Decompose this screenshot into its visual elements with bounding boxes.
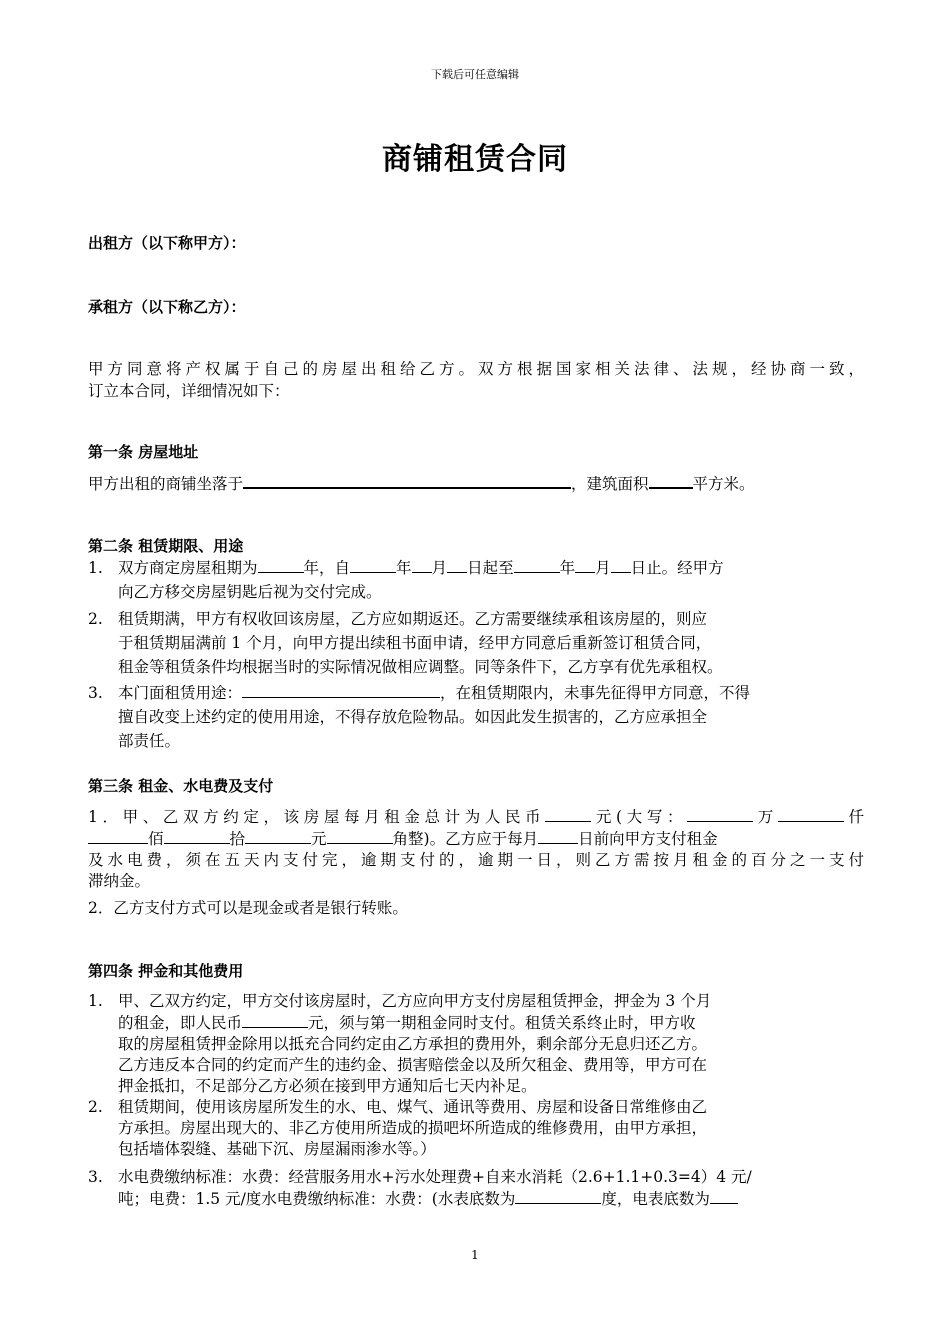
text-line: 包括墙体裂缝、基础下沉、房屋漏雨渗水等。） [118,1140,436,1158]
area-blank [649,472,693,489]
article-2-heading: 第二条 租赁期限、用途 [88,537,244,555]
end-month-blank [575,557,595,573]
text-segment: 日起至 [467,559,514,577]
text-line: 擅自改变上述约定的使用用途，不得存放危险物品。如因此发生损害的，乙方应承担全 [118,708,708,726]
text-line: 甲、乙双方约定，甲方交付该房屋时，乙方应向甲方支付房屋租赁押金，押金为 3 个月 [118,992,712,1010]
text-segment: 元，须与第一期租金同时支付。租赁关系终止时，甲方收 [308,1014,696,1032]
article-3-paragraph-1 [88,806,864,892]
article-1-heading: 第一条 房屋地址 [88,443,199,461]
text-segment: 度，电表底数为 [601,1190,710,1208]
party-a-label: 出租方（以下称甲方）： [88,234,246,252]
text-line: 滞纳金。 [88,872,151,890]
text-segment: 吨；电费：1.5 元/度水电费缴纳标准：水费：(水表底数为 [118,1190,516,1208]
text-segment: ，在租赁期限内，未事先征得甲方同意，不得 [440,684,751,702]
text-segment: 甲方出租的商铺坐落于 [88,475,244,493]
text-segment: 万 [753,808,778,826]
text-segment: 年 [559,559,576,577]
item-number: 1. [88,992,103,1010]
rent-wan-blank [687,806,753,822]
text-line: 乙方违反本合同的约定而产生的违约金、损害赔偿金以及所欠租金、费用等，甲方可在 [118,1056,708,1074]
text-segment: 1．甲、乙双方约定，该房屋每月租金总计为人民币 [88,808,546,826]
item-number: 3. [88,1168,103,1186]
rent-qian-blank [778,806,844,822]
intro-paragraph [88,358,864,402]
document-title: 商铺租赁合同 [382,142,568,177]
rent-jiao-blank [327,828,393,844]
text-segment: 拾 [229,830,246,848]
text-line: 向乙方移交房屋钥匙后视为交付完成。 [118,583,382,601]
usage-blank [242,682,440,698]
water-meter-blank [515,1188,601,1204]
download-note: 下载后可任意编辑 [431,68,519,81]
text-line: 方承担。房屋出现大的、非乙方使用所造成的损吧坏所造成的维修费用，由甲方承担， [118,1119,708,1137]
text-line: 取的房屋租赁押金除用以抵充合同约定由乙方承担的费用外，剩余部分无息归还乙方。 [118,1035,708,1053]
deposit-amount-blank [242,1012,308,1028]
rent-amount-blank [545,806,591,822]
text-line: 押金抵扣，不足部分乙方必须在接到甲方通知后七天内补足。 [118,1077,537,1095]
term-years-blank [258,557,304,573]
pay-day-blank [538,828,578,844]
text-segment: 佰 [148,830,164,848]
text-segment: 的租金，即人民币 [118,1014,243,1032]
page-number: 1 [471,1248,479,1262]
item-number: 1. [88,559,103,577]
text-line: 租赁期满，甲方有权收回该房屋，乙方应如期返还。乙方需要继续承租该房屋的，则应 [118,610,708,628]
address-blank [243,472,571,489]
text-line: 及水电费，须在五天内支付完，逾期支付的，逾期一日，则乙方需按月租金的百分之一支付 [88,851,864,869]
text-segment: ，建筑面积 [571,475,649,493]
end-day-blank [611,557,631,573]
text-segment: 双方商定房屋租期为 [118,559,258,577]
rent-yuan-blank [245,828,311,844]
rent-shi-blank [164,828,230,844]
text-line: 水电费缴纳标准：水费：经营服务用水+污水处理费+自来水消耗（2.6+1.1+0.3=4）4 元/ [118,1168,752,1186]
start-month-blank [412,557,432,573]
text-segment: 年 [396,559,412,577]
text-segment: 元 [311,830,327,848]
text-segment: 角整)。乙方应于每月 [392,830,539,848]
text-line: 部责任。 [118,732,181,750]
article-1-text [88,472,864,495]
text-segment: 本门面租赁用途： [118,684,243,702]
text-segment: 平方米。 [692,475,755,493]
rent-bai-blank [88,828,148,844]
electric-meter-blank [710,1188,738,1204]
article-4-heading: 第四条 押金和其他费用 [88,962,244,980]
text-line: 租赁期间，使用该房屋所发生的水、电、煤气、通讯等费用、房屋和设备日常维修由乙 [118,1098,708,1116]
item-number: 3. [88,684,103,702]
start-day-blank [447,557,467,573]
text-line: 于租赁期届满前 1 个月，向甲方提出续租书面申请，经甲方同意后重新签订租赁合同， [118,634,712,652]
article-3-paragraph-2: 2．乙方支付方式可以是现金或者是银行转账。 [88,899,408,917]
text-segment: 日前向甲方支付租金 [578,830,718,848]
party-b-label: 承租方（以下称乙方）： [88,298,246,316]
text-segment: 月 [431,559,448,577]
text-segment: 仟 [843,808,864,826]
text-segment: 月 [595,559,611,577]
intro-line: 甲方同意将产权属于自己的房屋出租给乙方。双方根据国家相关法律、法规，经协商一致， [88,360,864,378]
intro-line: 订立本合同，详细情况如下： [88,382,290,400]
text-segment: 年，自 [303,559,351,577]
end-year-blank [514,557,560,573]
article-3-heading: 第三条 租金、水电费及支付 [88,777,274,795]
start-year-blank [350,557,396,573]
text-segment: 日止。经甲方 [630,559,724,577]
item-number: 2. [88,1098,103,1116]
text-segment: 元(大写： [591,808,688,826]
text-line: 租金等租赁条件均根据当时的实际情况做相应调整。同等条件下，乙方享有优先承租权。 [118,658,723,676]
item-number: 2. [88,610,103,628]
